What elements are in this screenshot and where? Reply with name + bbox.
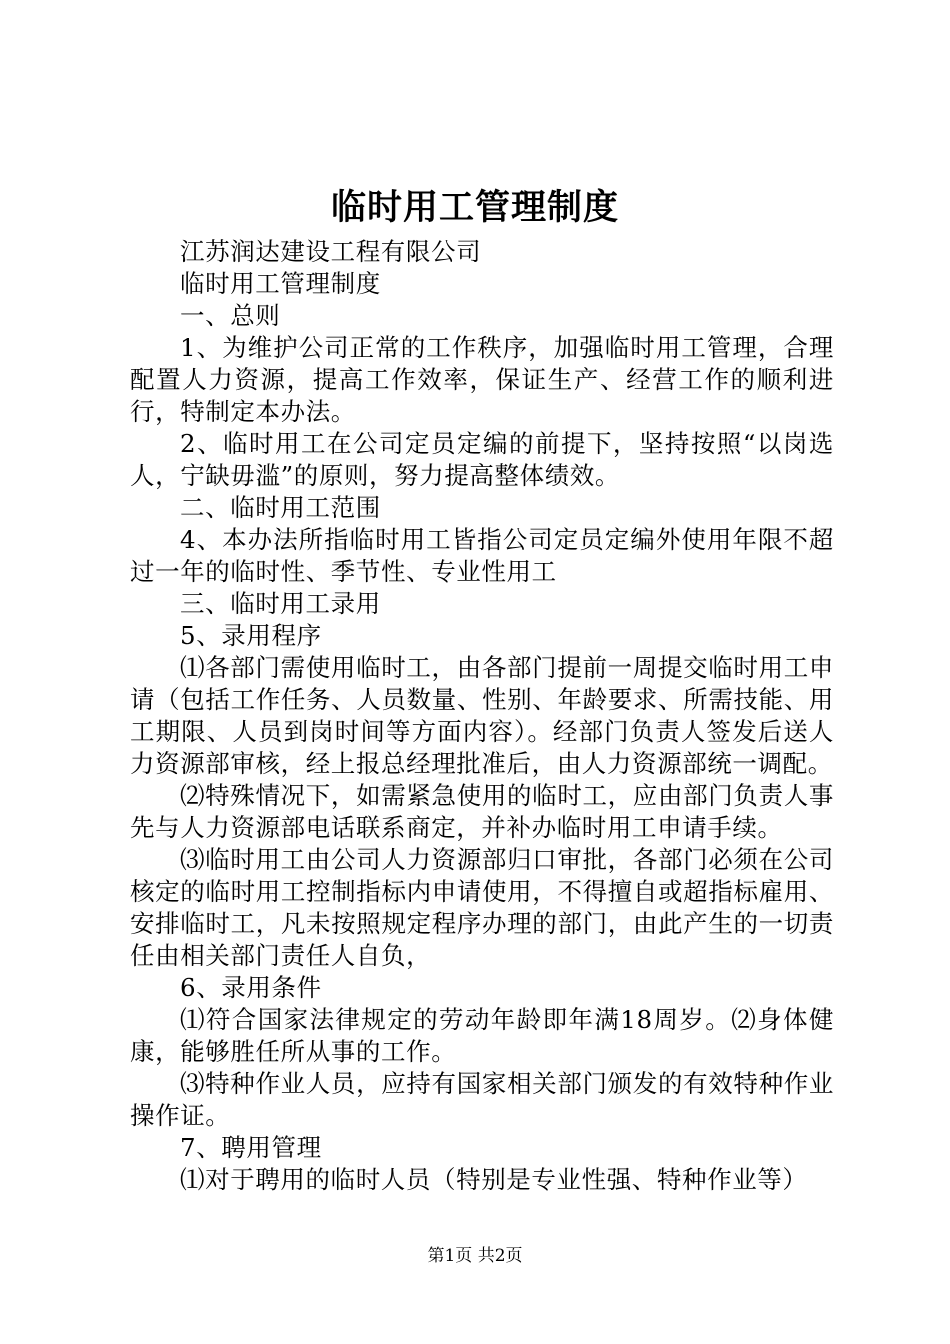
paragraph: ⑴各部门需使用临时工，由各部门提前一周提交临时用工申请（包括工作任务、人员数量、性别、年龄要求、所需技能、用工期限、人员到岗时间等方面内容）。经部门负责人签发后送人力资源部审核，经上报总经理批准后，由人力资源部统一调配。	[130, 653, 834, 778]
company-name: 江苏润达建设工程有限公司	[180, 237, 482, 266]
paragraph: 4、本办法所指临时用工皆指公司定员定编外使用年限不超过一年的临时性、季节性、专业性用工	[130, 525, 834, 586]
subsection-heading-employment: 7、聘用管理	[180, 1133, 322, 1162]
paragraph: ⑶特种作业人员，应持有国家相关部门颁发的有效特种作业操作证。	[130, 1069, 834, 1130]
section-heading-general: 一、总则	[180, 301, 281, 330]
document-title: 临时用工管理制度	[330, 187, 619, 228]
section-heading-recruitment: 三、临时用工录用	[180, 589, 381, 618]
subtitle: 临时用工管理制度	[180, 269, 381, 298]
paragraph: 1、为维护公司正常的工作秩序，加强临时用工管理，合理配置人力资源，提高工作效率，保证生产、经营工作的顺利进行，特制定本办法。	[130, 333, 834, 426]
subsection-heading-conditions: 6、录用条件	[180, 973, 322, 1002]
page-number-footer: 第1页 共2页	[427, 1246, 523, 1266]
paragraph: ⑶临时用工由公司人力资源部归口审批，各部门必须在公司核定的临时用工控制指标内申请使用，不得擅自或超指标雇用、安排临时工，凡未按照规定程序办理的部门，由此产生的一切责任由相关部门责任人自负，	[130, 845, 834, 970]
paragraph: ⑴对于聘用的临时人员（特别是专业性强、特种作业等）	[180, 1165, 808, 1194]
paragraph: ⑴符合国家法律规定的劳动年龄即年满18周岁。⑵身体健康，能够胜任所从事的工作。	[130, 1005, 834, 1066]
paragraph: ⑵特殊情况下，如需紧急使用的临时工，应由部门负责人事先与人力资源部电话联系商定，并补办临时用工申请手续。	[130, 781, 834, 842]
section-heading-scope: 二、临时用工范围	[180, 493, 381, 522]
subsection-heading-procedure: 5、录用程序	[180, 621, 322, 650]
paragraph: 2、临时用工在公司定员定编的前提下，坚持按照“以岗选人，宁缺毋滥”的原则，努力提高整体绩效。	[130, 429, 834, 490]
document-body	[130, 236, 834, 1196]
